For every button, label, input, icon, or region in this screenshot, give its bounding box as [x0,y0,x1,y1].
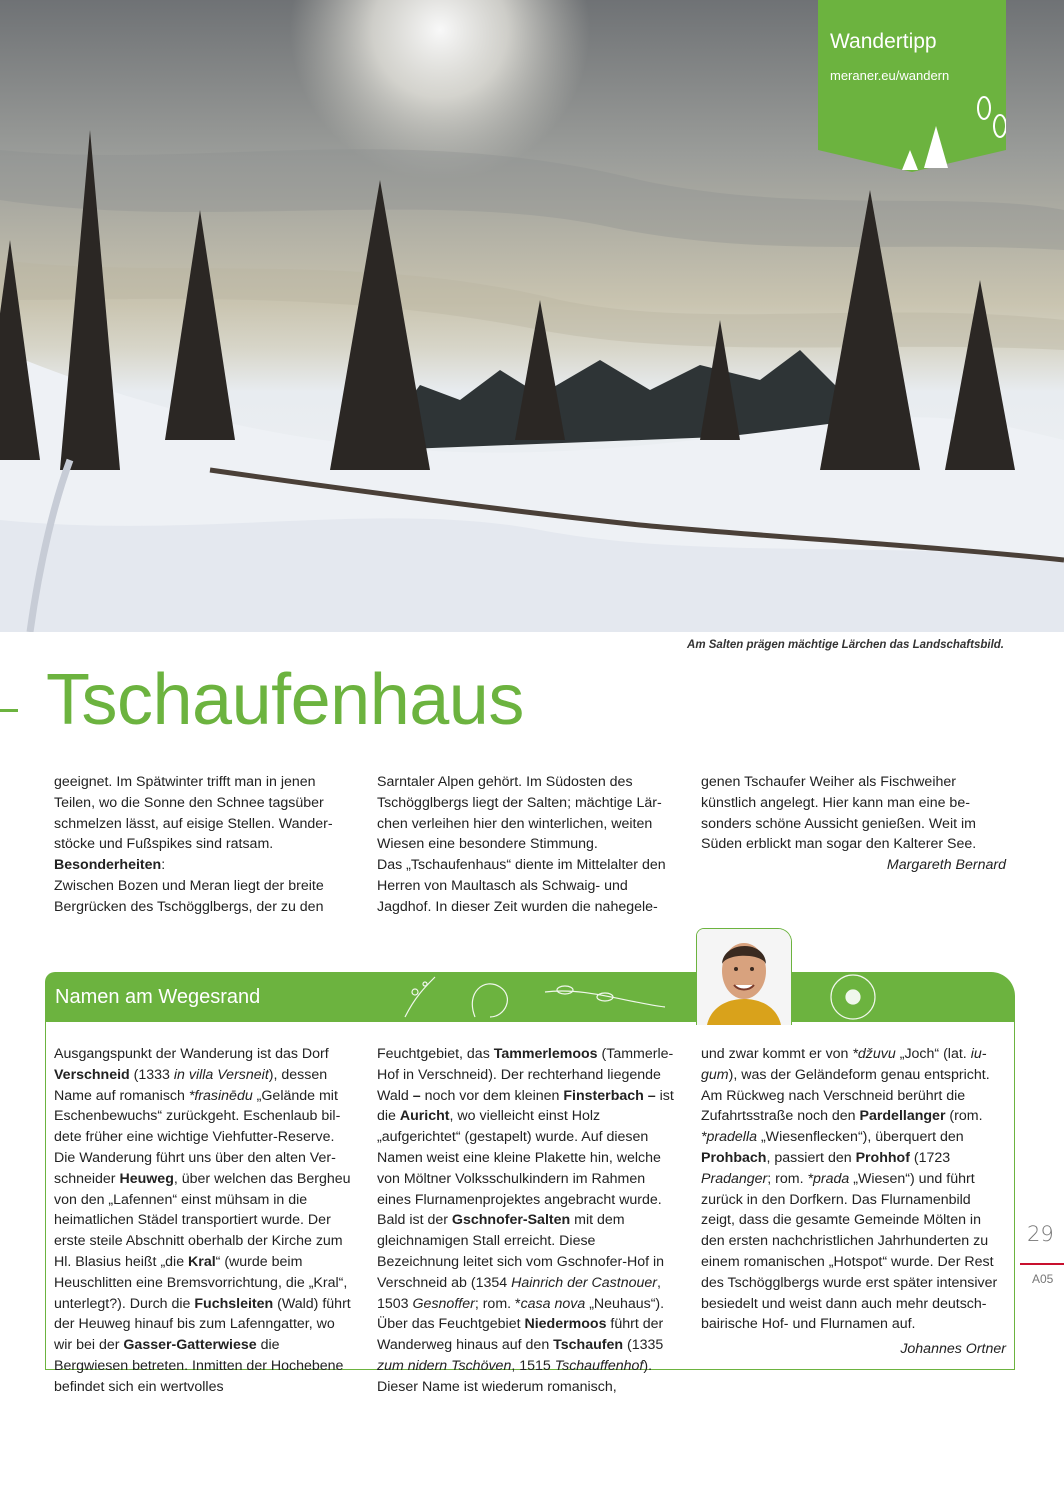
paragraph: Sarntaler Alpen gehört. Im Südosten des Tschögglbergs liegt der Salten; mächtige Lärchen verleihen hier den winterlichen, weiten Wiesen eine besondere Stimmung. [377,774,662,853]
page-title: Tschaufenhaus [46,660,524,740]
sidebar-column-2: Feuchtgebiet, das Tammerlemoos (Tammerle-Hof in Verschneid). Der rechterhand liegende Wald – noch vor dem kleinen Finsterbach – ist die Auricht, wo vielleicht einst Holz „aufgerichtet“ (gestapelt) wurde. Auf diesen Namen weist eine kleine Plakette hin, welche von Möltner Volksschulkindern im Rahmen eines Flurnamenprojektes angebracht wurde. Bald ist der Gschnofer-Salten mit dem gleichnamigen Stall erreicht. Diese Bezeichnung leitet sich vom Gschnofer-Hof in Verschneid ab (1354 Hainrich der Castnouer, 1503 Gesnoffer; rom. *casa nova „Neuhaus“). Über das Feuchtgebiet Niedermoos führt der Wanderweg hinaus auf den Tschaufen (1335 zum nidern Tschöven, 1515 Tschauffenhof). Dieser Name ist wiederum romanisch, [377,1046,674,1395]
badge-title: Wandertipp [830,30,937,53]
photo-caption: Am Salten prägen mächtige Lärchen das Landschaftsbild. [687,639,1004,651]
page-divider [1020,1263,1064,1265]
page-code: A05 [1032,1272,1054,1286]
paragraph: Zwischen Bozen und Meran liegt der breite Bergrücken des Tschögglbergs, der zu den [54,877,324,915]
paragraph: Das „Tschaufenhaus“ diente im Mittelalter den Herren von Maultasch als Schwaig- und Jagdhof. In dieser Zeit wurden die nahegele- [377,857,666,915]
page-number: 29 [1027,1222,1054,1246]
sidebar-title: Namen am Wegesrand [55,986,261,1008]
badge-url[interactable]: meraner.eu/wandern [830,68,950,83]
author-signature: Johannes Ortner [900,1341,1006,1358]
wandertipp-badge [818,0,1006,172]
paragraph: geeignet. Im Spätwinter trifft man in jenen Teilen, wo die Sonne den Schnee tagsüber schmelzen lässt, auf eisige Stellen. Wanderstöcke und Fußspikes sind ratsam. [54,774,333,853]
article-column-2 [377,772,675,918]
author-signature: Margareth Bernard [886,857,1006,874]
article-column-1: geeignet. Im Spätwinter trifft man in jenen Teilen, wo die Sonne den Schnee tagsüber schmelzen lässt, auf eisige Stellen. Wanderstöcke und Fußspikes sind ratsam. Besonderheiten: Zwischen Bozen und Meran liegt der breite Bergrücken des Tschögglbergs, der zu den [54,772,342,918]
author-portrait [696,928,792,1025]
article-column-3 [701,772,1006,876]
sidebar-column-3: und zwar kommt er von *džuvu „Joch“ (lat. iugum), was der Geländeform genau entspricht. Am Rückweg nach Verschneid berührt die Zufahrtsstraße noch den Pardellanger (rom. *pradella „Wiesenflecken“), überquert den Prohbach, passiert den Prohhof (1723 Pradanger; rom. *prada „Wiesen“) und führt zurück in den Dorfkern. Das Flurnamenbild zeigt, dass die gesamte Gemeinde Mölten in den ersten nachchristlichen Jahrhunderten zu einem romanischen „Hotspot“ wurde. Der Rest des Tschögglbergs wurde erst später intensiver besiedelt und weist dann auch mehr deutsch-bairische Hof- und Flurnamen auf. Johannes Ortner [701,1044,1006,1360]
sidebar-column-1: Ausgangspunkt der Wanderung ist das Dorf Verschneid (1333 in villa Versneit), dessen Name auf romanisch *frasinēdu „Gelände mit Eschenbewuchs“ zurückgeht. Eschenlaub bildete früher eine wichtige Viehfutter-Reserve. Die Wanderung führt uns über den alten Verschneider Heuweg, über welchen das Bergheu von den „Lafennen“ einst mühsam in die heimatlichen Städel transportiert wurde. Der erste steile Abschnitt oberhalb der Kirche zum Hl. Blasius heißt „die Kral“ (wurde beim Heuschlitten eine Bremsvorrichtung, die „Kral“, unterlegt?). Durch die Fuchsleiten (Wald) führt der Heuweg hinauf bis zum Lafenngatter, wo wir bei der Gasser-Gatterwiese die Bergwiesen betreten. Inmitten der Hochebene befindet sich ein wertvolles [54,1046,351,1395]
section-label: Besonderheiten [54,857,162,874]
paragraph: genen Tschaufer Weiher als Fischweiher künstlich angelegt. Hier kann man eine besonders schöne Aussicht genießen. Weit im Süden erblickt man sogar den Kalterer See. [701,774,977,853]
headline-dash [0,709,18,712]
